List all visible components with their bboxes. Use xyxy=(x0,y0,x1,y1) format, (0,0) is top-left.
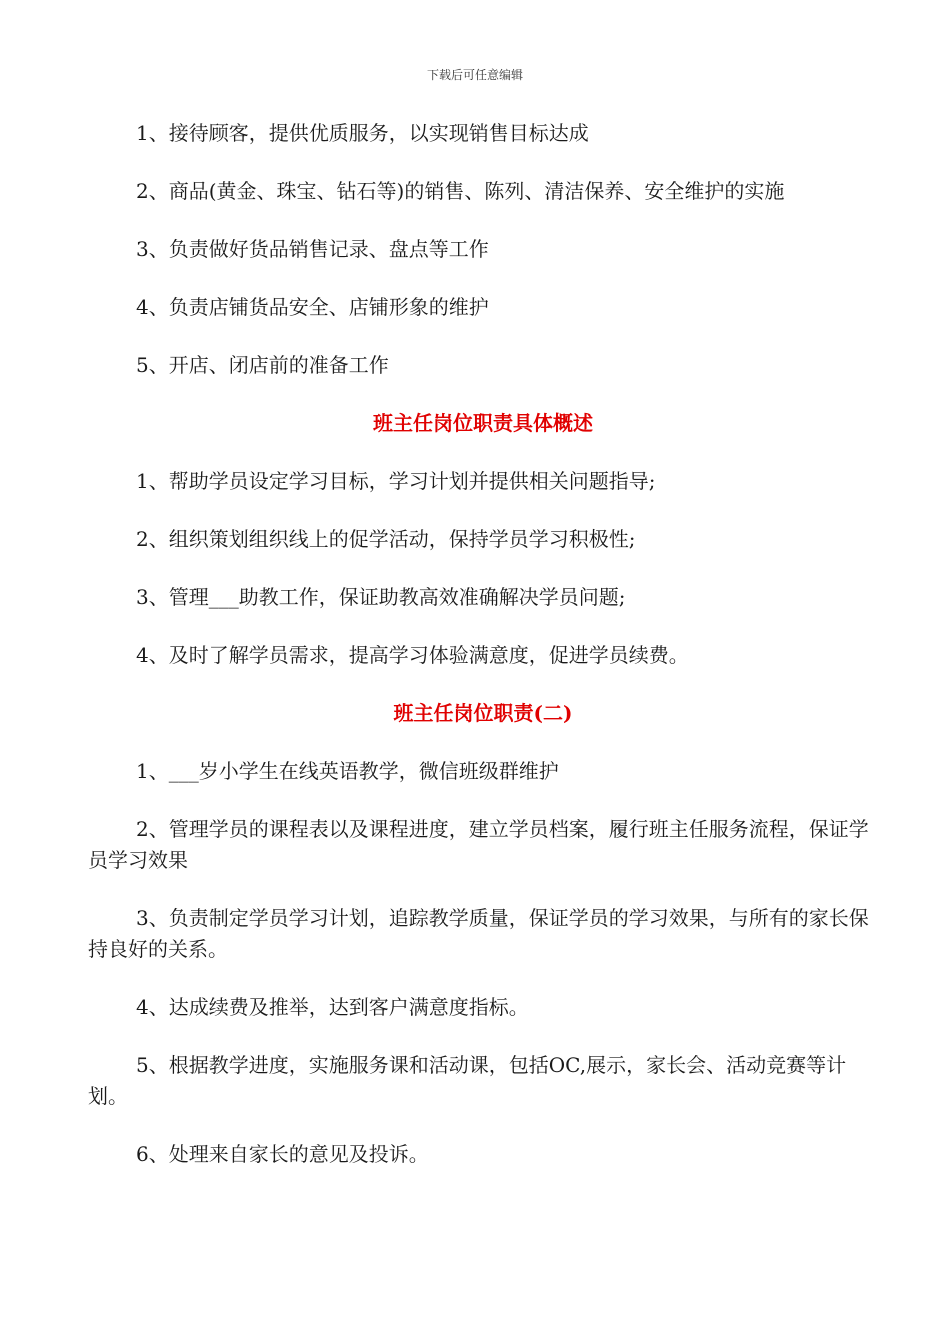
list-item: 3、负责制定学员学习计划，追踪教学质量，保证学员的学习效果，与所有的家长保持良好的关系。 xyxy=(88,906,869,961)
list-item: 5、开店、闭店前的准备工作 xyxy=(136,353,389,377)
list-item: 4、及时了解学员需求，提高学习体验满意度，促进学员续费。 xyxy=(136,643,689,667)
document-body xyxy=(88,118,878,1170)
section-title: 班主任岗位职责(二) xyxy=(393,701,573,725)
list-item: 1、帮助学员设定学习目标，学习计划并提供相关问题指导; xyxy=(136,469,656,493)
list-item: 2、商品(黄金、珠宝、钻石等)的销售、陈列、清洁保养、安全维护的实施 xyxy=(136,179,785,203)
list-item: 4、达成续费及推举，达到客户满意度指标。 xyxy=(136,995,529,1019)
list-item: 4、负责店铺货品安全、店铺形象的维护 xyxy=(136,295,489,319)
section-title: 班主任岗位职责具体概述 xyxy=(373,411,593,435)
list-item: 1、___岁小学生在线英语教学，微信班级群维护 xyxy=(136,759,559,783)
list-item: 3、管理___助教工作，保证助教高效准确解决学员问题; xyxy=(136,585,626,609)
list-item: 2、管理学员的课程表以及课程进度，建立学员档案，履行班主任服务流程，保证学员学习效果 xyxy=(88,817,869,872)
list-item: 6、处理来自家长的意见及投诉。 xyxy=(136,1142,429,1166)
list-item: 1、接待顾客，提供优质服务，以实现销售目标达成 xyxy=(136,121,589,145)
list-item: 2、组织策划组织线上的促学活动，保持学员学习积极性; xyxy=(136,527,636,551)
page-header: 下载后可任意编辑 xyxy=(426,68,523,82)
list-item: 5、根据教学进度，实施服务课和活动课，包括OC,展示，家长会、活动竞赛等计划。 xyxy=(88,1053,847,1108)
list-item: 3、负责做好货品销售记录、盘点等工作 xyxy=(136,237,489,261)
